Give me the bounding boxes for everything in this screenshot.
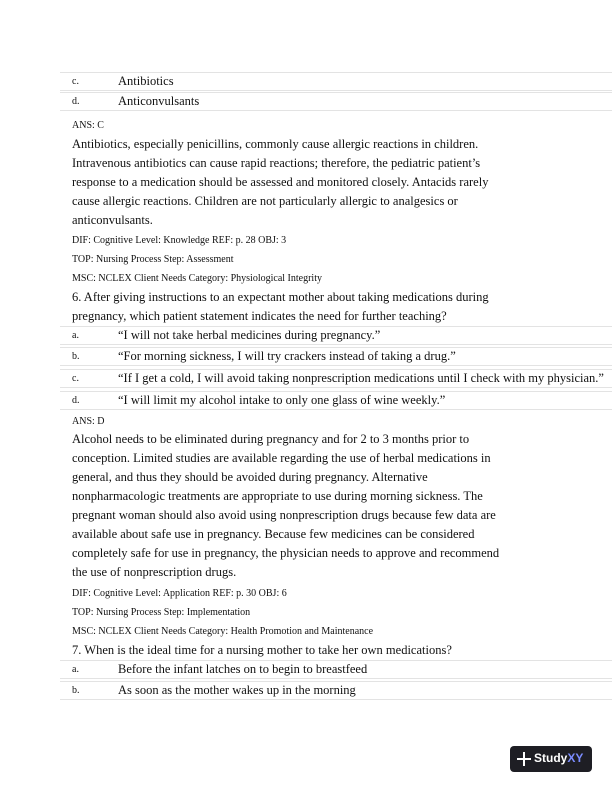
question-line: 6. After giving instructions to an expectant mother about taking medications during (72, 290, 489, 304)
answer-option-b (60, 347, 612, 366)
meta-difficulty: DIF: Cognitive Level: Knowledge REF: p. 28 OBJ: 3 (72, 235, 287, 246)
rationale-line: cause allergic reactions. Children are not particularly allergic to analgesics or (72, 194, 458, 208)
meta-category: MSC: NCLEX Client Needs Category: Physiological Integrity (72, 273, 322, 284)
logo-accent: XY (567, 751, 584, 765)
question-line: 7. When is the ideal time for a nursing mother to take her own medications? (72, 643, 452, 657)
rationale-line: Alcohol needs to be eliminated during pregnancy and for 2 to 3 months prior to (72, 432, 470, 446)
answer-option-c (60, 72, 612, 91)
answer-option-a (60, 326, 612, 345)
option-text: “If I get a cold, I will avoid taking nonprescription medications until I check with my physician.” (118, 371, 604, 385)
rationale-paragraph (72, 135, 542, 230)
meta-difficulty: DIF: Cognitive Level: Application REF: p. 30 OBJ: 6 (72, 588, 287, 599)
plus-icon (516, 751, 532, 772)
answer-key: ANS: D (72, 416, 105, 427)
option-text: Antibiotics (118, 74, 174, 88)
meta-topic: TOP: Nursing Process Step: Assessment (72, 254, 234, 265)
option-text: “I will limit my alcohol intake to only one glass of wine weekly.” (118, 393, 446, 407)
meta-topic: TOP: Nursing Process Step: Implementation (72, 607, 251, 618)
option-text: Anticonvulsants (118, 94, 200, 108)
logo-wordmark (534, 751, 583, 765)
rationale-line: general, and thus they should be avoided during pregnancy. Alternative (72, 470, 428, 484)
rationale-line: response to a medication should be assessed and monitored closely. Antacids rarely (72, 175, 489, 189)
option-text: Before the infant latches on to begin to breastfeed (118, 662, 368, 676)
answer-option-b (60, 681, 612, 700)
answer-option-d (60, 391, 612, 410)
option-letter: b. (72, 351, 80, 362)
rationale-paragraph (72, 430, 542, 582)
answer-option-c (60, 369, 612, 388)
option-letter: c. (72, 373, 79, 384)
rationale-line: available about safe use in pregnancy. Because few medicines can be considered (72, 527, 475, 541)
option-text: “I will not take herbal medicines during pregnancy.” (118, 328, 381, 342)
question-stem (72, 288, 542, 326)
answer-option-a (60, 660, 612, 679)
answer-option-d (60, 92, 612, 111)
option-letter: c. (72, 76, 79, 87)
rationale-line: Intravenous antibiotics can cause rapid reactions; therefore, the pediatric patient’s (72, 156, 481, 170)
rationale-line: anticonvulsants. (72, 213, 153, 227)
option-letter: d. (72, 96, 80, 107)
rationale-line: pregnant woman should also avoid using nonprescription drugs because few data are (72, 508, 496, 522)
option-letter: b. (72, 685, 80, 696)
option-text: As soon as the mother wakes up in the morning (118, 683, 356, 697)
rationale-line: nonpharmacologic treatments are appropriate to use during morning sickness. The (72, 489, 483, 503)
option-letter: d. (72, 395, 80, 406)
question-line: pregnancy, which patient statement indicates the need for further teaching? (72, 309, 447, 323)
rationale-line: the use of nonprescription drugs. (72, 565, 237, 579)
option-text: “For morning sickness, I will try crackers instead of taking a drug.” (118, 349, 456, 363)
rationale-line: completely safe for use in pregnancy, the physician needs to approve and recommend (72, 546, 500, 560)
studyxy-logo[interactable] (510, 746, 592, 772)
option-letter: a. (72, 330, 79, 341)
rationale-line: Antibiotics, especially penicillins, commonly cause allergic reactions in children. (72, 137, 479, 151)
answer-key: ANS: C (72, 120, 104, 131)
rationale-line: conception. Limited studies are available regarding the use of herbal medications in (72, 451, 491, 465)
meta-category: MSC: NCLEX Client Needs Category: Health Promotion and Maintenance (72, 626, 374, 637)
option-letter: a. (72, 664, 79, 675)
question-stem (72, 641, 542, 660)
logo-brand: Study (534, 751, 568, 765)
